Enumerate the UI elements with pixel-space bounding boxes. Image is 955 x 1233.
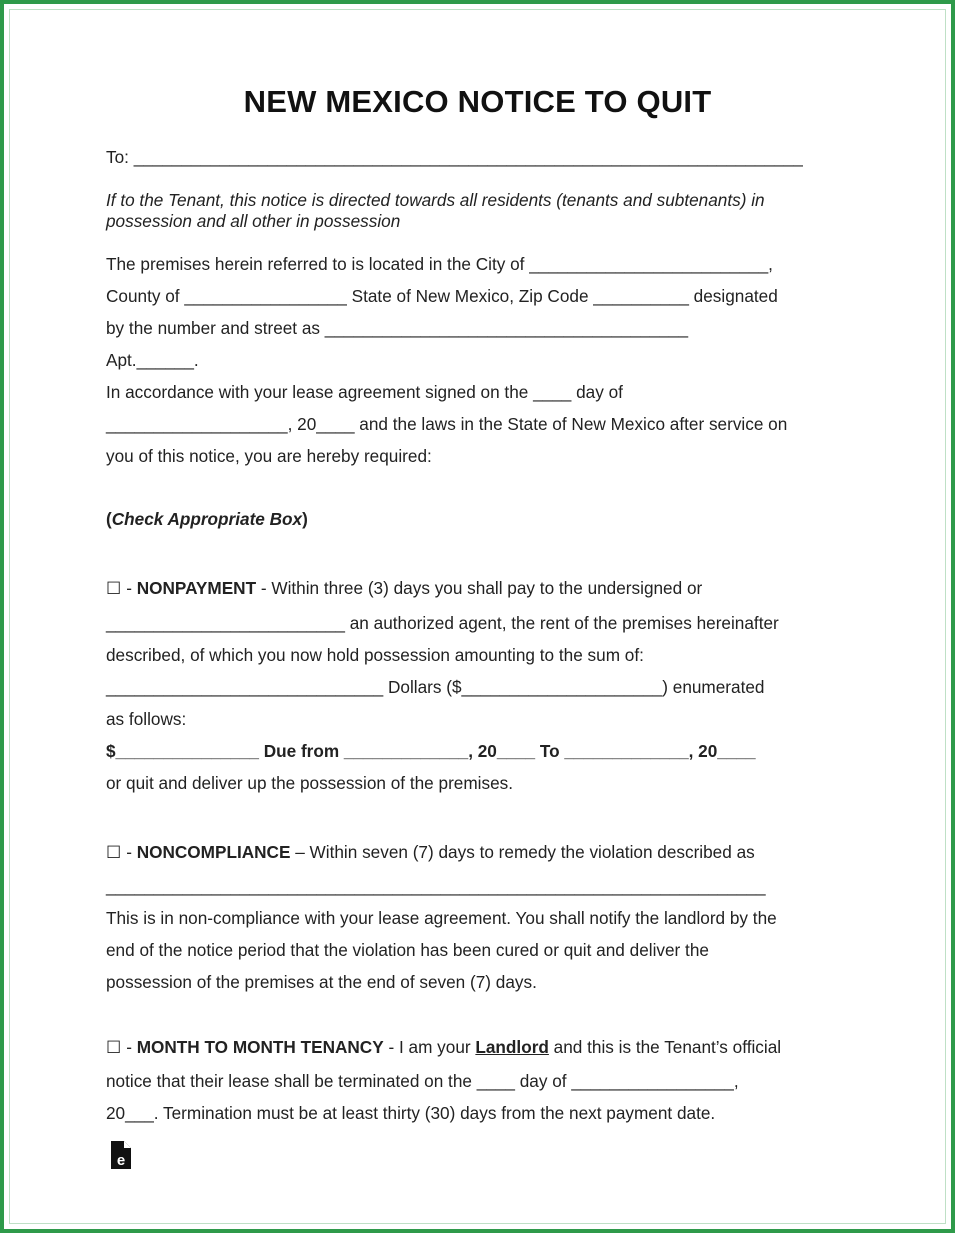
premises-line-3: by the number and street as ______________________________________	[106, 318, 689, 338]
tenant-note-line-1: If to the Tenant, this notice is directed towards all residents (tenants and subtenants) in	[106, 190, 765, 210]
premises-line-2: County of _________________ State of New Mexico, Zip Code __________ designated	[106, 286, 778, 306]
lease-line-2: ___________________, 20____ and the laws in the State of New Mexico after service on	[106, 414, 788, 434]
noncompliance-label: NONCOMPLIANCE	[136, 842, 291, 862]
noncompliance-line-4: end of the notice period that the violation has been cured or quit and deliver the	[106, 940, 709, 960]
month-dash: -	[121, 1037, 137, 1057]
nonpayment-line-1	[106, 578, 702, 598]
month-line-1	[106, 1037, 781, 1057]
nonpayment-line-3: described, of which you now hold possession amounting to the sum of:	[106, 645, 644, 665]
noncompliance-line-2: _____________________________________________________________________	[106, 876, 766, 896]
nonpayment-line-5: as follows:	[106, 709, 187, 729]
landlord-link: Landlord	[475, 1037, 549, 1057]
premises-line-1: The premises herein referred to is located in the City of _________________________,	[106, 254, 773, 274]
check-open-paren: (	[106, 509, 112, 529]
nonpayment-checkbox[interactable]: ☐	[106, 578, 122, 598]
document-e-icon-letter: e	[116, 1152, 126, 1169]
document-e-icon	[110, 1140, 132, 1170]
nonpayment-dash: -	[121, 578, 137, 598]
noncompliance-dash: -	[121, 842, 137, 862]
lease-line-3: you of this notice, you are hereby required:	[106, 446, 432, 466]
month-text-1b: and this is the Tenant’s official	[548, 1037, 782, 1057]
month-checkbox[interactable]: ☐	[106, 1037, 122, 1057]
check-instruction-text: Check Appropriate Box	[111, 509, 303, 529]
nonpayment-line-7: or quit and deliver up the possession of the premises.	[106, 773, 514, 793]
tenant-note-line-2: possession and all other in possession	[106, 211, 401, 231]
month-line-3: 20___. Termination must be at least thirty (30) days from the next payment date.	[106, 1103, 716, 1123]
lease-line-1: In accordance with your lease agreement signed on the ____ day of	[106, 382, 623, 402]
month-label: MONTH TO MONTH TENANCY	[136, 1037, 384, 1057]
noncompliance-text-1: – Within seven (7) days to remedy the violation described as	[290, 842, 755, 862]
noncompliance-line-3: This is in non-compliance with your lease agreement. You shall notify the landlord by the	[106, 908, 777, 928]
document-title: NEW MEXICO NOTICE TO QUIT	[243, 84, 712, 119]
premises-line-4: Apt.______.	[106, 350, 199, 370]
nonpayment-line-4: _____________________________ Dollars ($_____________________) enumerated	[106, 677, 765, 697]
noncompliance-line-5: possession of the premises at the end of seven (7) days.	[106, 972, 537, 992]
check-close-paren: )	[302, 509, 308, 529]
nonpayment-text-1: - Within three (3) days you shall pay to the undersigned or	[256, 578, 703, 598]
document-e-icon-fold	[124, 1141, 131, 1148]
nonpayment-label: NONPAYMENT	[136, 578, 257, 598]
month-text-1a: - I am your	[383, 1037, 476, 1057]
nonpayment-line-2: _________________________ an authorized agent, the rent of the premises hereinafter	[106, 613, 779, 633]
month-line-2: notice that their lease shall be terminated on the ____ day of _________________,	[106, 1071, 739, 1091]
nonpayment-line-6: $_______________ Due from _____________, 20____ To _____________, 20____	[106, 741, 756, 761]
noncompliance-line-1	[106, 842, 755, 862]
to-line: To: ______________________________________________________________________	[106, 147, 803, 167]
noncompliance-checkbox[interactable]: ☐	[106, 842, 122, 862]
check-instruction	[106, 509, 308, 529]
